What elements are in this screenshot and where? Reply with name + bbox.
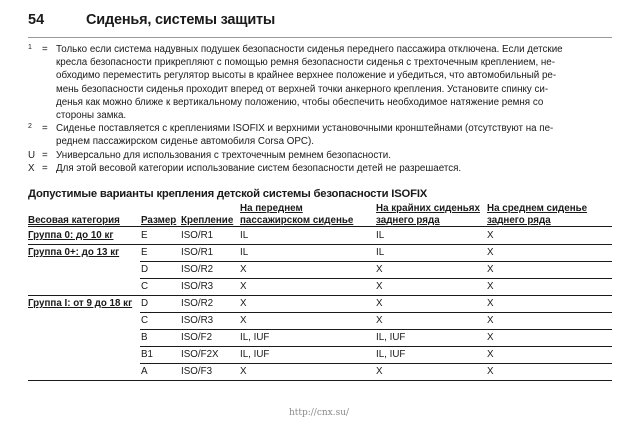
footnote-mark: X (28, 162, 35, 174)
col-header-center-line1: На среднем сиденье (487, 203, 588, 214)
col-header-mount: Крепление (181, 215, 234, 226)
footnote-mark: 1 (28, 44, 32, 51)
page-number: 54 (28, 12, 45, 28)
cell-outer: X (376, 281, 383, 292)
cell-outer: IL (376, 230, 385, 241)
cell-size: C (141, 315, 149, 326)
footnote-text-line: обходимо переместить регулятор высоты в крайнее верхнее положение и убедиться, что автомобильный ре- (56, 70, 557, 82)
col-header-front-line2: пассажирском сиденье (240, 215, 354, 226)
footnote (28, 162, 612, 175)
cell-center: X (487, 264, 494, 275)
cell-size: A (141, 366, 148, 377)
row-rule (28, 380, 612, 381)
footnote-mark: U (28, 149, 36, 161)
cell-center: X (487, 315, 494, 326)
page-header (28, 12, 612, 32)
table-row (28, 278, 612, 295)
cell-center: X (487, 230, 494, 241)
cell-mount: ISO/F2X (181, 349, 219, 360)
cell-size: B (141, 332, 148, 343)
cell-group: Группа 0+: до 13 кг (28, 247, 120, 258)
footnote-equals: = (42, 123, 48, 135)
cell-mount: ISO/R3 (181, 281, 214, 292)
footnote-equals: = (42, 162, 48, 174)
cell-outer: X (376, 298, 383, 309)
footnote-text-line: стороны замка. (56, 110, 127, 122)
cell-size: C (141, 281, 149, 292)
col-header-weight: Весовая категория (28, 215, 120, 226)
cell-mount: ISO/R3 (181, 315, 214, 326)
footnote-text-line: мень безопасности сиденья проходит вперед от верхней точки анкерного крепления. Установите спинку си- (56, 83, 549, 95)
cell-mount: ISO/R1 (181, 230, 214, 241)
cell-outer: X (376, 366, 383, 377)
cell-group: Группа 0: до 10 кг (28, 230, 114, 241)
cell-size: B1 (141, 349, 153, 360)
cell-mount: ISO/R1 (181, 247, 214, 258)
cell-center: X (487, 349, 494, 360)
cell-mount: ISO/R2 (181, 264, 214, 275)
cell-center: X (487, 332, 494, 343)
col-header-size: Размер (141, 215, 177, 226)
table-row (28, 346, 612, 363)
footer-url: http://cnx.su/ (288, 408, 350, 418)
footnote (28, 149, 612, 162)
cell-center: X (487, 366, 494, 377)
cell-size: E (141, 230, 148, 241)
header-divider (28, 37, 612, 38)
section-title: Допустимые варианты крепления детской системы безопасности ISOFIX (28, 188, 428, 200)
cell-mount: ISO/R2 (181, 298, 214, 309)
footnote-text-line: денья как можно ближе к вертикальному положению, чтобы обеспечить необходимое натяжение ремня со (56, 96, 544, 108)
footnote-text-line: Только если система надувных подушек безопасности сиденья переднего пассажира отключена. Если детские (56, 44, 563, 55)
col-header-front-line1: На переднем (240, 203, 303, 214)
table-row (28, 244, 612, 261)
cell-front: X (240, 315, 247, 326)
footnote-text-line: Универсально для использования с трехточечным ремнем безопасности. (56, 149, 391, 161)
cell-front: X (240, 298, 247, 309)
cell-center: X (487, 298, 494, 309)
table-row (28, 295, 612, 312)
cell-outer: IL, IUF (376, 332, 406, 343)
cell-size: D (141, 264, 149, 275)
cell-front: X (240, 281, 247, 292)
cell-front: IL, IUF (240, 332, 270, 343)
footnote-text-line: Сиденье поставляется с креплениями ISOFIX и верхними установочными кронштейнами (отсутствуют на пе- (56, 123, 554, 135)
footnote-mark: 2 (28, 123, 32, 131)
col-header-center-line2: заднего ряда (487, 215, 551, 226)
cell-group: Группа I: от 9 до 18 кг (28, 298, 133, 309)
footnote-text-line: реднем пассажирском сиденье автомобиля Corsa OPC). (56, 136, 314, 148)
footnote (28, 43, 612, 122)
footnotes (28, 43, 612, 175)
cell-front: IL, IUF (240, 349, 270, 360)
table-row (28, 329, 612, 346)
cell-front: X (240, 366, 247, 377)
cell-center: X (487, 247, 494, 258)
cell-front: IL (240, 230, 249, 241)
cell-size: D (141, 298, 149, 309)
page-title: Сиденья, системы защиты (86, 12, 276, 28)
col-header-outer-line1: На крайних сиденьях (376, 203, 480, 214)
cell-outer: IL (376, 247, 385, 258)
col-header-outer-line2: заднего ряда (376, 215, 440, 226)
table-row (28, 363, 612, 380)
table-row (28, 312, 612, 329)
cell-center: X (487, 281, 494, 292)
cell-front: X (240, 264, 247, 275)
footnote-equals: = (42, 149, 48, 161)
table-row (28, 261, 612, 278)
table-row (28, 227, 612, 244)
cell-mount: ISO/F3 (181, 366, 213, 377)
cell-outer: X (376, 264, 383, 275)
cell-mount: ISO/F2 (181, 332, 213, 343)
footnote-text-line: кресла безопасности прикрепляют с помощью ремня безопасности сиденья с трехточечным креплением, не- (56, 57, 556, 69)
cell-front: IL (240, 247, 249, 258)
footnote-text-line: Для этой весовой категории использование систем безопасности детей не разрешается. (56, 162, 462, 174)
footnote (28, 122, 612, 148)
cell-size: E (141, 247, 148, 258)
cell-outer: IL, IUF (376, 349, 406, 360)
cell-outer: X (376, 315, 383, 326)
footnote-equals: = (42, 44, 48, 55)
